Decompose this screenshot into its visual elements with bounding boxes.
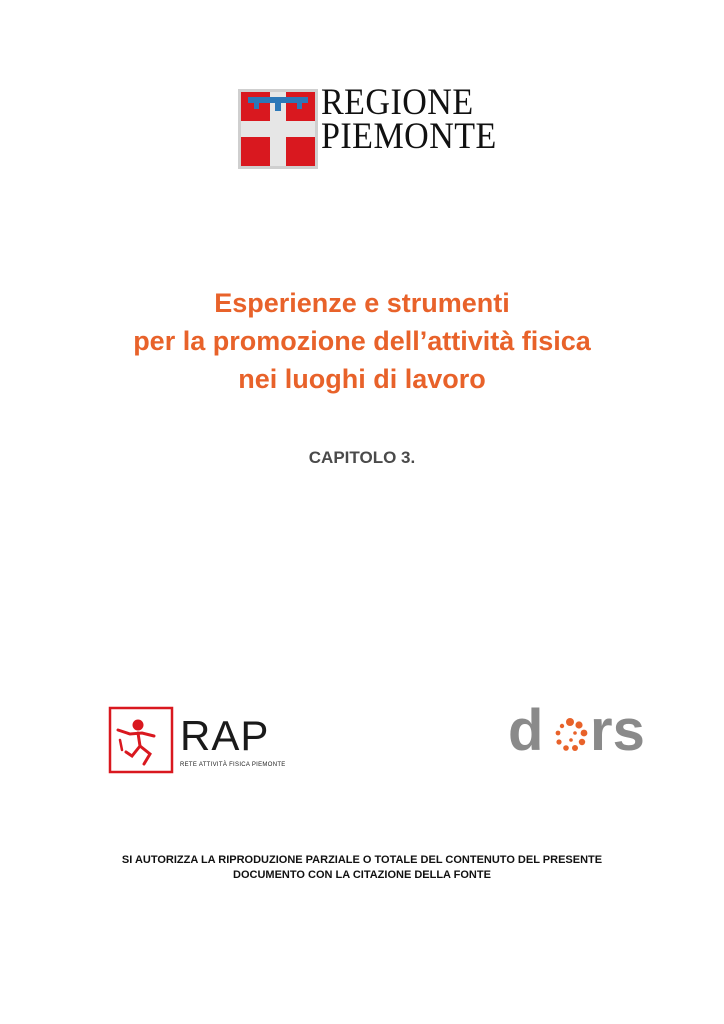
document-title: [0, 284, 724, 398]
dors-logo-rs: rs: [590, 698, 645, 760]
dors-logo: [508, 696, 660, 760]
notice-line-2: DOCUMENTO CON LA CITAZIONE DELLA FONTE: [233, 869, 491, 881]
regione-crest-icon: [238, 89, 318, 169]
rap-logo-name: RAP: [180, 712, 270, 759]
regione-piemonte-logo: [218, 68, 514, 176]
dors-logo-graphic: [508, 696, 660, 760]
regione-logo-line1: REGIONE: [321, 82, 474, 123]
rap-runner-icon: [108, 706, 174, 774]
title-line-2: per la promozione dell’attività fisica: [133, 326, 591, 356]
rap-logo-subtitle: RETE ATTIVITÀ FISICA PIEMONTE: [180, 762, 286, 768]
regione-logo-line2: PIEMONTE: [321, 116, 497, 157]
notice-line-1: SI AUTORIZZA LA RIPRODUZIONE PARZIALE O TOTALE DEL CONTENUTO DEL PRESENTE: [121, 854, 603, 866]
dors-dots-icon: [556, 718, 588, 751]
chapter-label: CAPITOLO 3.: [308, 448, 416, 467]
regione-logo-text: [321, 82, 497, 157]
title-line-3: nei luoghi di lavoro: [238, 364, 486, 394]
title-line-1: Esperienze e strumenti: [214, 288, 510, 318]
rap-logo: [108, 706, 288, 776]
dors-logo-d: d: [508, 698, 544, 760]
reproduction-notice: [0, 853, 724, 883]
